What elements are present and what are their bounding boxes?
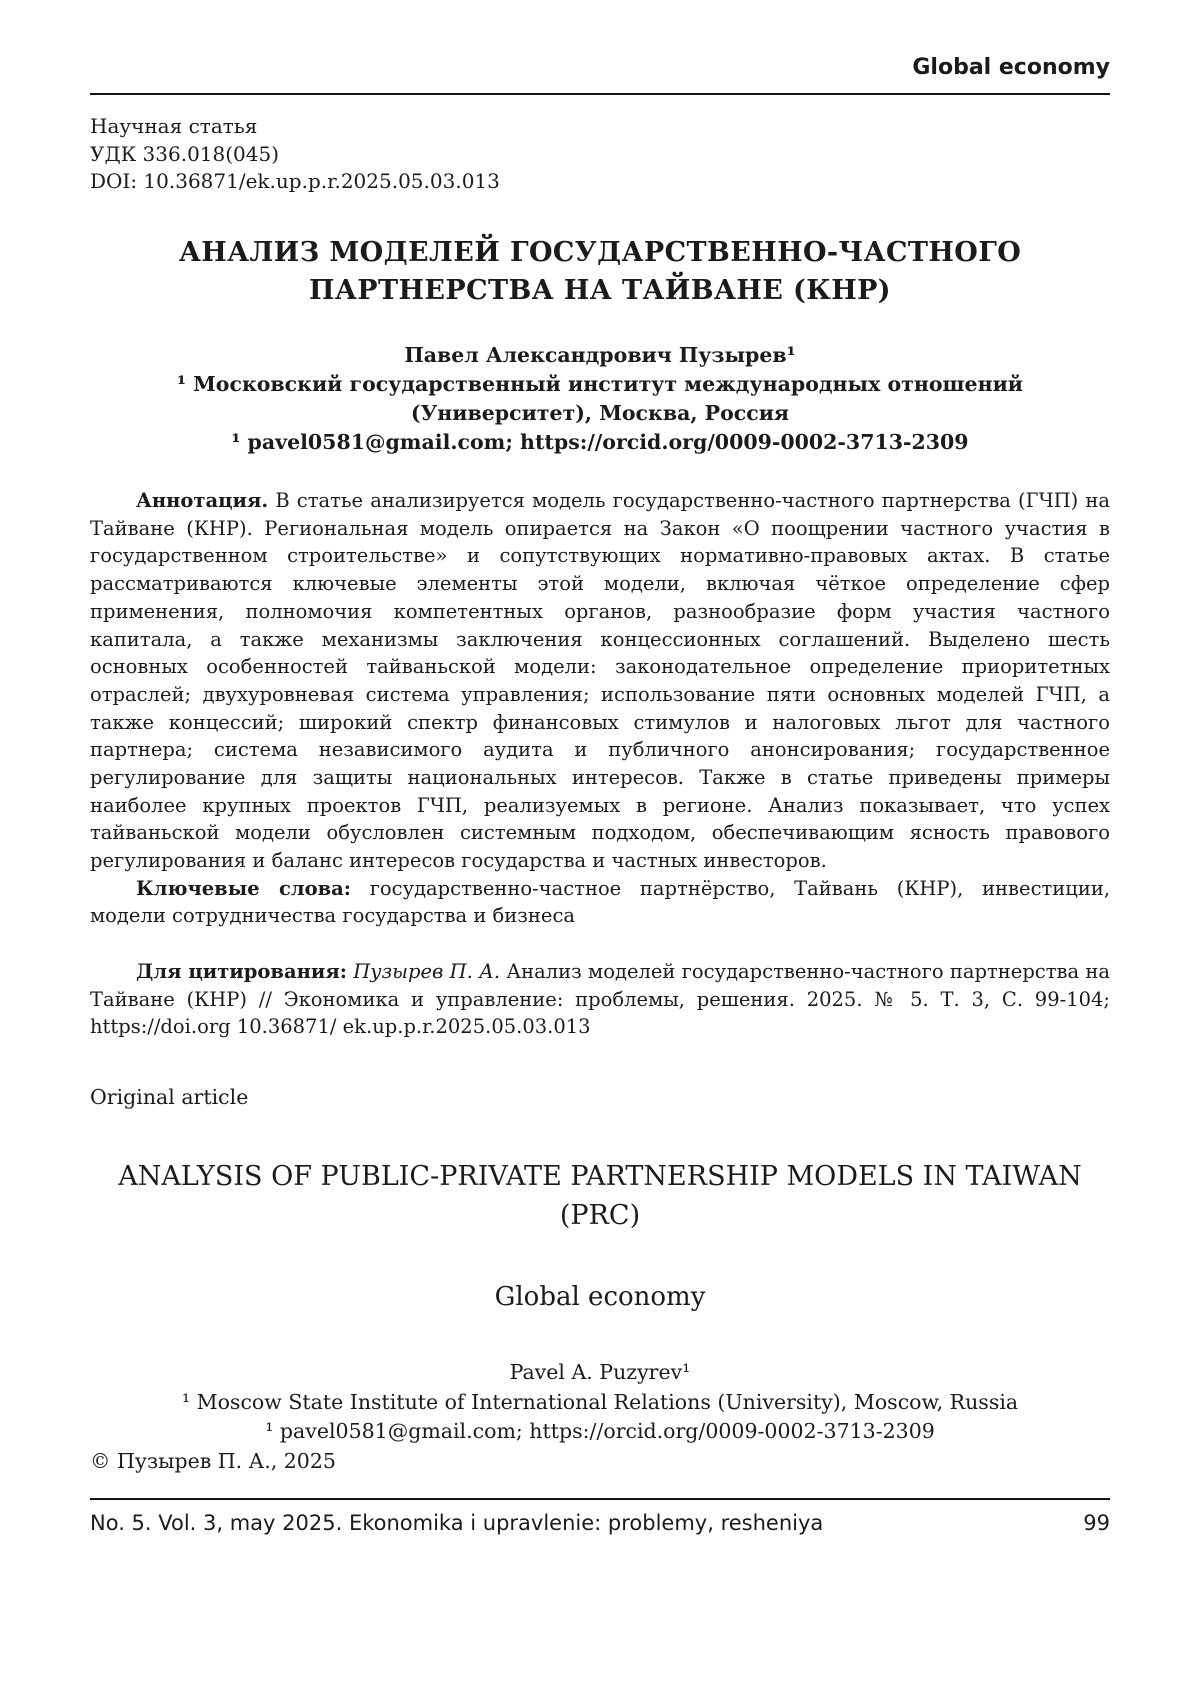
author-block-ru [90, 341, 1110, 457]
footer-journal-line: No. 5. Vol. 3, may 2025. Ekonomika i upravlenie: problemy, resheniya [90, 1511, 824, 1536]
running-head-section: Global economy [912, 55, 1110, 80]
abstract-label: Аннотация. [136, 489, 269, 513]
header-rule [90, 93, 1110, 95]
affiliation-en: ¹ Moscow State Institute of International Relations (University), Moscow, Russia [181, 1389, 1019, 1414]
contact-line-en: ¹ pavel0581@gmail.com; https://orcid.org/0009-0002-3713-2309 [265, 1419, 935, 1444]
keywords-label: Ключевые слова: [136, 876, 351, 900]
author-block-en [90, 1358, 1110, 1447]
abstract-text: В статье анализируется модель государственно-частного партнерства (ГЧП) на Тайване (КНР). Региональная модель опирается на Закон «О поощрении частного участия в государственном строительстве» и сопутствующих нормативно-правовых актах. В статье рассматриваются ключевые элементы этой модели, включая чёткое определение сфер применения, полномочия компетентных органов, разнообразие форм участия частного капитала, а также механизмы заключения концессионных соглашений. Выделено шесть основных особенностей тайваньской модели: законодательное определение приоритетных отраслей; двухуровневая система управления; использование пяти основных моделей ГЧП, а также концессий; широкий спектр финансовых стимулов и налоговых льгот для частного партнера; система независимого аудита и публичного анонсирования; государственное регулирование для защиты национальных интересов. Также в статье приведены примеры наиболее крупных проектов ГЧП, реализуемых в регионе. Анализ показывает, что успех тайваньской модели обусловлен системным подходом, обеспечивающим ясность правового регулирования и баланс интересов государства и частных инвесторов. [90, 489, 1110, 873]
keywords-paragraph [90, 875, 1110, 930]
section-title-en: Global economy [494, 1281, 706, 1312]
citation-text: Анализ моделей государственно-частного партнерства на Тайване (КНР) // Экономика и управление: проблемы, решения. 2025. № 5. Т. 3, С. 99-104; https://doi.org 10.36871/ ek.up.p.r.2025.05.03.013 [90, 960, 1110, 1039]
affiliation-ru: ¹ Московский государственный институт международных отношений (Университет), Москва, Россия [176, 371, 1024, 425]
footer-page-number: 99 [1083, 1511, 1110, 1536]
citation-paragraph [90, 958, 1110, 1041]
running-header [90, 52, 1110, 93]
contact-line-ru: ¹ pavel0581@gmail.com; https://orcid.org/0009-0002-3713-2309 [231, 430, 969, 454]
citation-author: Пузырев П. А. [353, 960, 501, 984]
citation-label: Для цитирования: [136, 960, 347, 984]
page-bottom [90, 1447, 1110, 1539]
article-title-en: ANALYSIS OF PUBLIC-PRIVATE PARTNERSHIP MODELS IN TAIWAN (PRC) [118, 1161, 1082, 1231]
udk-code: УДК 336.018(045) [90, 141, 280, 166]
article-meta [90, 113, 1110, 196]
keywords-text: государственно-частное партнёрство, Тайвань (КНР), инвестиции, модели сотрудничества государства и бизнеса [90, 876, 1111, 928]
abstract-paragraph [90, 487, 1110, 875]
doi-line: DOI: 10.36871/ek.up.p.r.2025.05.03.013 [90, 169, 500, 194]
article-type-ru: Научная статья [90, 114, 258, 139]
author-name-ru: Павел Александрович Пузырев¹ [404, 342, 796, 367]
author-name-en: Pavel A. Puzyrev¹ [509, 1359, 691, 1384]
article-title-ru: АНАЛИЗ МОДЕЛЕЙ ГОСУДАРСТВЕННО-ЧАСТНОГО ПАРТНЕРСТВА НА ТАЙВАНЕ (КНР) [178, 237, 1022, 307]
page-footer [90, 1500, 1110, 1539]
copyright-line: © Пузырев П. А., 2025 [90, 1449, 336, 1473]
article-type-en: Original article [90, 1085, 249, 1110]
